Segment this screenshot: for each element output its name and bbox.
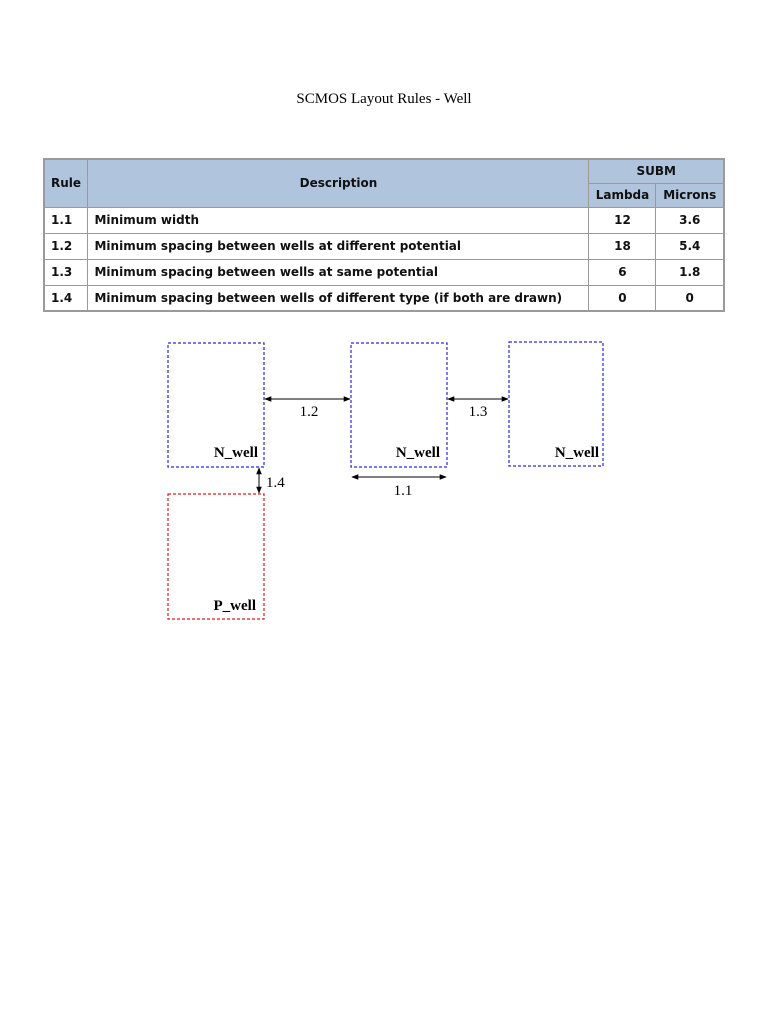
cell-microns: 3.6 xyxy=(656,207,724,233)
cell-description: Minimum spacing between wells at same potential xyxy=(88,259,589,285)
n-well-label-left: N_well xyxy=(213,445,258,461)
dimension-label-1-1: 1.1 xyxy=(393,483,413,499)
header-rule: Rule xyxy=(44,159,88,207)
page-title: SCMOS Layout Rules - Well xyxy=(296,91,472,107)
cell-microns: 1.8 xyxy=(656,259,724,285)
header-description: Description xyxy=(88,159,589,207)
cell-rule: 1.3 xyxy=(44,259,88,285)
dimension-label-1-4: 1.4 xyxy=(266,475,285,491)
n-well-label-middle: N_well xyxy=(395,445,440,461)
cell-rule: 1.1 xyxy=(44,207,88,233)
cell-description: Minimum spacing between wells at different potential xyxy=(88,233,589,259)
cell-description: Minimum width xyxy=(88,207,589,233)
dimension-label-1-2: 1.2 xyxy=(299,404,319,420)
cell-lambda: 0 xyxy=(589,285,656,311)
cell-lambda: 12 xyxy=(589,207,656,233)
header-microns: Microns xyxy=(656,183,724,207)
header-lambda: Lambda xyxy=(589,183,656,207)
cell-description: Minimum spacing between wells of different type (if both are drawn) xyxy=(88,285,589,311)
dimension-label-1-3: 1.3 xyxy=(468,404,488,420)
cell-microns: 0 xyxy=(656,285,724,311)
cell-lambda: 6 xyxy=(589,259,656,285)
n-well-label-right: N_well xyxy=(554,445,599,461)
cell-lambda: 18 xyxy=(589,233,656,259)
cell-microns: 5.4 xyxy=(656,233,724,259)
cell-rule: 1.4 xyxy=(44,285,88,311)
cell-rule: 1.2 xyxy=(44,233,88,259)
header-subm: SUBM xyxy=(589,159,724,183)
p-well-label: P_well xyxy=(213,598,256,614)
